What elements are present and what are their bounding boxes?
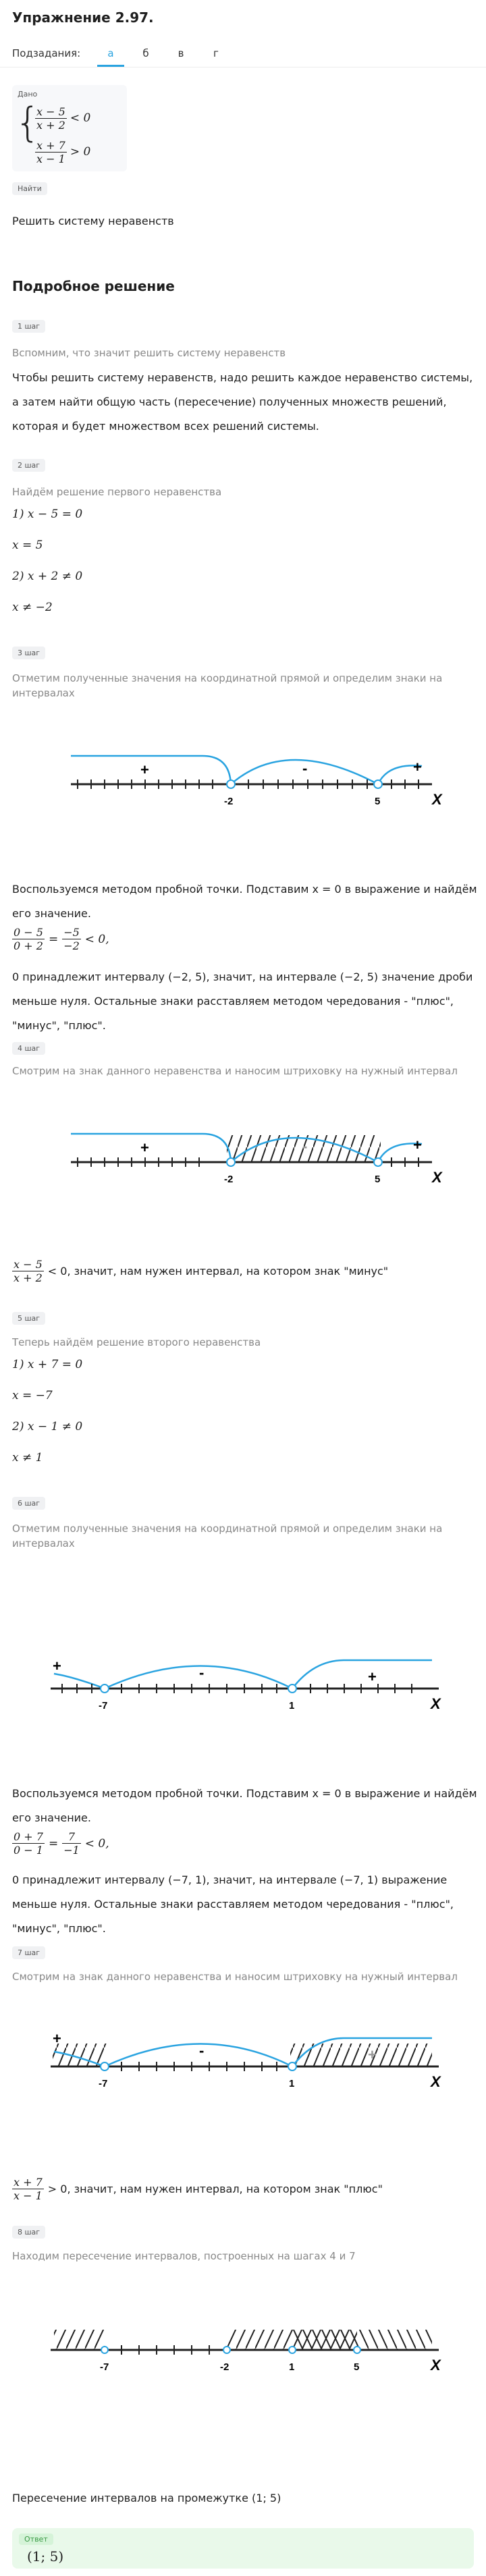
step-4-conclusion: $\frac{x - 5}{x + 2}$ < 0, значит, нам нужен интервал, на котором знак "минус" xyxy=(14,1258,389,1284)
step-1-hint: Вспомним, что значит решить систему неравенств xyxy=(12,347,286,359)
point-1 xyxy=(288,1684,296,1693)
step-5-badge: 5 шаг xyxy=(12,1312,45,1325)
step-6-calculation: $\frac{0 + 7}{0 - 1}$ = $\frac{7}{-1}$ < 0, xyxy=(14,1830,109,1857)
sign-plus-2: + xyxy=(413,1136,422,1153)
point-1 xyxy=(289,2347,296,2353)
point-minus-7 xyxy=(101,2062,109,2071)
sign-plus-2: + xyxy=(413,759,422,775)
step-5-line-2: x = −7 xyxy=(12,1389,53,1402)
hatch-second-left xyxy=(54,2330,105,2350)
label-minus-7: -7 xyxy=(100,2361,109,2373)
sign-curve-minus xyxy=(105,2044,292,2067)
step-5-line-3: 2) x − 1 ≠ 0 xyxy=(12,1420,83,1433)
given-ineq-2: $\frac{x + 7}{x - 1}$ > 0 xyxy=(36,139,91,165)
step-2-line-3: 2) x + 2 ≠ 0 xyxy=(12,570,83,583)
step-8-result: Пересечение интервалов на промежутке (1; 5) xyxy=(12,2492,281,2504)
hatch-second-right xyxy=(292,2330,432,2350)
point-1 xyxy=(288,2062,296,2071)
point-minus-7 xyxy=(101,1684,109,1693)
find-badge: Найти xyxy=(12,182,47,195)
step-8-hint: Находим пересечение интервалов, построенных на шагах 4 и 7 xyxy=(12,2250,356,2262)
sign-curve-plus-left xyxy=(71,756,231,784)
step-5-line-4: x ≠ 1 xyxy=(12,1451,43,1464)
axis-label-x: X xyxy=(431,2357,441,2374)
sign-plus-2: + xyxy=(368,1668,377,1685)
hatch-left-of-minus-7 xyxy=(53,2044,107,2066)
active-tab-indicator xyxy=(97,65,124,67)
axis-label-x: X xyxy=(432,1169,442,1186)
step-2-line-2: x = 5 xyxy=(12,539,43,552)
sign-curve-plus-right xyxy=(292,1660,432,1689)
system-brace: { xyxy=(15,99,41,146)
step-3-para-1: Воспользуемся методом пробной точки. Подставим x = 0 в выражение и найдём его значение. xyxy=(12,883,477,920)
step-7-badge: 7 шаг xyxy=(12,1946,45,1959)
sign-minus-1: - xyxy=(302,760,308,777)
page-title: Упражнение 2.97. xyxy=(12,9,154,26)
step-4-hint: Смотрим на знак данного неравенства и наносим штриховку на нужный интервал xyxy=(12,1065,458,1077)
sign-plus-1: + xyxy=(140,1139,149,1156)
step-6-para-1: Воспользуемся методом пробной точки. Подставим x = 0 в выражение и найдём его значение. xyxy=(12,1787,477,1824)
step-4-badge: 4 шаг xyxy=(12,1042,45,1055)
label-1: 1 xyxy=(289,1700,295,1711)
tab-g[interactable]: г xyxy=(213,47,219,59)
sign-curve-plus-left xyxy=(71,1134,231,1162)
label-minus-7: -7 xyxy=(99,2078,108,2089)
point-5 xyxy=(374,1158,382,1166)
subtasks-label: Подзадания: xyxy=(12,47,81,59)
label-minus-7: -7 xyxy=(99,1700,108,1711)
given-ineq-1: $\frac{x - 5}{x + 2}$ < 0 xyxy=(36,105,91,132)
step-2-hint: Найдём решение первого неравенства xyxy=(12,486,222,498)
answer-box xyxy=(12,2528,474,2569)
sign-minus-1: - xyxy=(199,2042,205,2059)
number-line-3 xyxy=(47,1647,446,1714)
axis-label-x: X xyxy=(432,791,442,808)
tab-v[interactable]: в xyxy=(178,47,184,59)
step-6-hint: Отметим полученные значения на координатной прямой и определим знаки на интервалах xyxy=(12,1523,443,1550)
label-5: 5 xyxy=(354,2361,360,2373)
answer-badge: Ответ xyxy=(19,2533,53,2545)
label-minus-2: -2 xyxy=(224,1174,234,1185)
step-1-badge: 1 шаг xyxy=(12,320,45,333)
sign-plus-1: + xyxy=(53,2030,61,2047)
label-5: 5 xyxy=(375,796,381,807)
label-1: 1 xyxy=(289,2361,295,2373)
step-6-para-2: 0 принадлежит интервалу (−7, 1), значит, на интервале (−7, 1) выражение меньше нуля. Остальные знаки расставляем методом чередования - "плюс", "минус", "плюс". xyxy=(12,1873,454,1935)
sign-minus-1: - xyxy=(302,1138,308,1155)
label-5: 5 xyxy=(375,1174,381,1185)
step-3-para-2: 0 принадлежит интервалу (−2, 5), значит, на интервале (−2, 5) значение дроби меньше нуля. Остальные знаки расставляем методом чередования - "плюс", "минус", "плюс". xyxy=(12,970,473,1032)
point-minus-7 xyxy=(101,2347,108,2353)
sign-plus-1: + xyxy=(140,761,149,778)
step-2-badge: 2 шаг xyxy=(12,459,45,472)
number-line-1 xyxy=(68,742,446,810)
point-5 xyxy=(374,780,382,788)
point-minus-2 xyxy=(227,1158,235,1166)
sign-plus-2: + xyxy=(368,2046,377,2063)
step-2-line-1: 1) x − 5 = 0 xyxy=(12,508,83,521)
step-5-line-1: 1) x + 7 = 0 xyxy=(12,1358,83,1371)
step-5-hint: Теперь найдём решение второго неравенства xyxy=(12,1336,261,1348)
step-8-badge: 8 шаг xyxy=(12,2226,45,2239)
step-3-badge: 3 шаг xyxy=(12,647,45,659)
answer-value: (1; 5) xyxy=(27,2548,64,2565)
tab-a[interactable]: а xyxy=(107,47,114,59)
sign-plus-1: + xyxy=(53,1657,61,1674)
point-5 xyxy=(354,2347,360,2353)
point-minus-2 xyxy=(227,780,235,788)
label-1: 1 xyxy=(289,2078,295,2089)
step-7-conclusion: $\frac{x + 7}{x - 1}$ > 0, значит, нам нужен интервал, на котором знак "плюс" xyxy=(14,2176,383,2202)
label-minus-2: -2 xyxy=(224,796,234,807)
number-line-2 xyxy=(68,1120,446,1188)
given-badge: Дано xyxy=(18,90,38,99)
step-3-hint: Отметим полученные значения на координатной прямой и определим знаки на интервалах xyxy=(12,672,443,699)
axis-label-x: X xyxy=(431,1695,441,1712)
step-3-calculation: $\frac{0 - 5}{0 + 2}$ = $\frac{-5}{-2}$ < 0, xyxy=(14,926,109,952)
step-2-line-4: x ≠ −2 xyxy=(12,601,53,614)
step-7-hint: Смотрим на знак данного неравенства и наносим штриховку на нужный интервал xyxy=(12,1971,458,1983)
number-line-5 xyxy=(47,2308,446,2376)
solution-title: Подробное решение xyxy=(12,278,175,294)
axis-label-x: X xyxy=(431,2073,441,2090)
tab-b[interactable]: б xyxy=(142,47,149,59)
label-minus-2: -2 xyxy=(220,2361,230,2373)
sign-curve-minus xyxy=(105,1666,292,1689)
number-line-4 xyxy=(47,2025,446,2092)
step-1-body: Чтобы решить систему неравенств, надо решить каждое неравенство системы, а затем найти общую часть (пересечение) полученных множеств решений, которая и будет множеством всех решений системы. xyxy=(12,371,473,433)
find-text: Решить систему неравенств xyxy=(12,215,174,227)
sign-minus-1: - xyxy=(199,1664,205,1681)
step-6-badge: 6 шаг xyxy=(12,1497,45,1510)
point-minus-2 xyxy=(223,2347,230,2353)
